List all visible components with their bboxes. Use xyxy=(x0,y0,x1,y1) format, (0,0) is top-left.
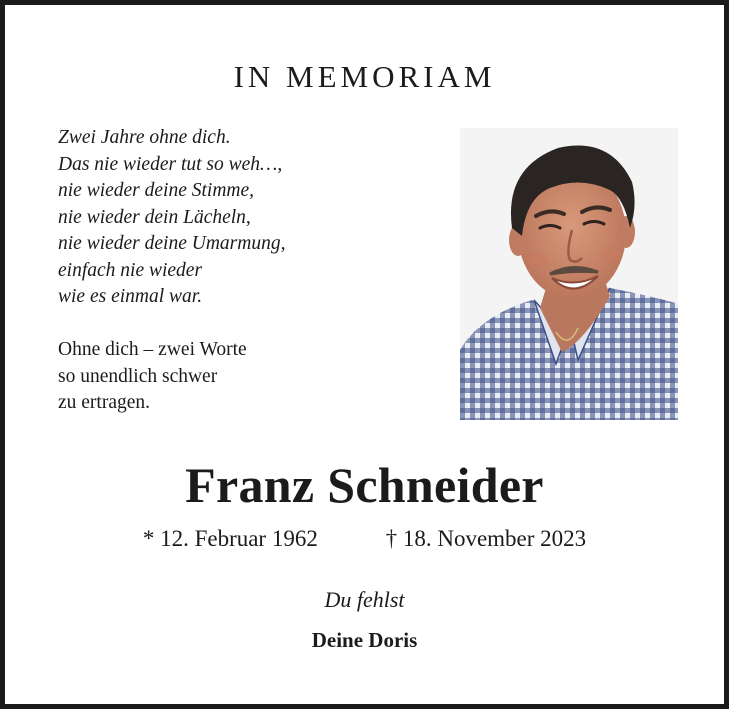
death-date: † 18. November 2023 xyxy=(385,526,587,551)
birth-date: * 12. Februar 1962 xyxy=(142,526,318,551)
poem-line: nie wieder dein Lächeln, xyxy=(58,206,251,228)
notice-heading: IN MEMORIAM xyxy=(233,59,496,94)
signature: Deine Doris xyxy=(311,628,418,652)
poem-line: Das nie wieder tut so weh…, xyxy=(58,153,283,175)
poem-line: Zwei Jahre ohne dich. xyxy=(58,127,231,148)
poem-line: wie es einmal war. xyxy=(58,286,203,307)
poem-line: so unendlich schwer xyxy=(58,365,218,387)
deceased-name: Franz Schneider xyxy=(185,457,544,513)
poem-line: nie wieder deine Umarmung, xyxy=(58,233,286,254)
stanza-gap xyxy=(58,311,418,338)
poem-line: zu ertragen. xyxy=(58,392,151,413)
portrait-illustration xyxy=(460,128,678,420)
life-dates xyxy=(5,523,724,555)
portrait-photo xyxy=(460,128,678,420)
poem-line: nie wieder deine Stimme, xyxy=(58,180,255,201)
memorial-poem xyxy=(58,125,418,417)
poem-line: Ohne dich – zwei Worte xyxy=(58,339,247,360)
poem-line: einfach nie wieder xyxy=(58,259,203,281)
closing-line: Du fehlst xyxy=(324,587,405,612)
